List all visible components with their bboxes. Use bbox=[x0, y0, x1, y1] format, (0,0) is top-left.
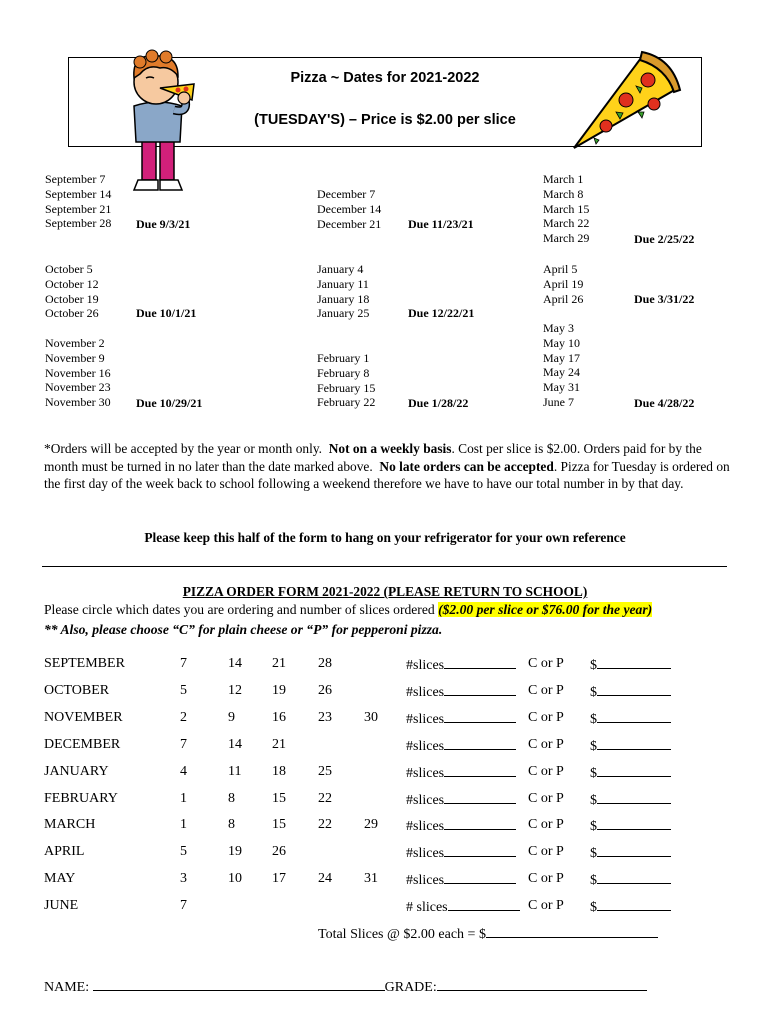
due-date-jan: Due 12/22/21 bbox=[408, 306, 475, 320]
date-option[interactable]: 1 bbox=[180, 817, 187, 833]
order-row bbox=[0, 656, 770, 676]
price-subtitle: (TUESDAY'S) – Price is $2.00 per slice bbox=[254, 112, 516, 128]
month-label: JUNE bbox=[44, 898, 79, 914]
cheese-or-pepperoni-choice[interactable]: C or P bbox=[528, 790, 564, 806]
due-date-apr: Due 3/31/22 bbox=[634, 292, 695, 306]
date-option[interactable]: 8 bbox=[228, 817, 235, 833]
order-form-title: PIZZA ORDER FORM 2021-2022 (PLEASE RETURN TO SCHOOL) bbox=[182, 584, 588, 599]
slices-label: # slices bbox=[406, 900, 448, 916]
amount-input[interactable] bbox=[597, 871, 671, 884]
slices-input[interactable] bbox=[444, 683, 516, 696]
month-label: SEPTEMBER bbox=[44, 656, 125, 671]
slices-label: #slices bbox=[406, 711, 445, 727]
due-date-may: Due 4/28/22 bbox=[634, 396, 695, 410]
date-option[interactable]: 14 bbox=[228, 736, 242, 752]
slices-input[interactable] bbox=[444, 791, 516, 804]
order-row bbox=[0, 764, 770, 784]
due-date-nov: Due 10/29/21 bbox=[136, 396, 203, 410]
amount-input[interactable] bbox=[597, 656, 671, 669]
schedule-nov: November 2 November 9 November 16 November 23 November 30 bbox=[45, 336, 111, 410]
schedule-feb: February 1 February 8 February 15 February 22 bbox=[317, 351, 376, 410]
slices-label: #slices bbox=[406, 819, 445, 835]
slices-field bbox=[406, 737, 516, 755]
dollar-sign: $ bbox=[590, 738, 597, 754]
slices-field bbox=[406, 791, 516, 809]
slices-field bbox=[406, 871, 516, 889]
schedule-mar: March 1 March 8 March 15 March 22 March 29 bbox=[543, 172, 590, 246]
slices-label: #slices bbox=[406, 658, 445, 673]
date-option[interactable]: 7 bbox=[180, 736, 187, 752]
cheese-or-pepperoni-choice[interactable]: C or P bbox=[528, 871, 564, 887]
cheese-or-pepperoni-choice[interactable]: C or P bbox=[528, 763, 564, 779]
amount-input[interactable] bbox=[597, 683, 671, 696]
schedule-sep: September 7 September 14 September 21 September 28 bbox=[45, 172, 112, 231]
date-option[interactable]: 19 bbox=[272, 682, 286, 698]
order-row bbox=[0, 737, 770, 757]
slices-input[interactable] bbox=[444, 844, 516, 857]
amount-input[interactable] bbox=[597, 710, 671, 723]
date-option[interactable]: 25 bbox=[318, 763, 332, 779]
schedule-may-jun: May 3 May 10 May 17 May 24 May 31 June 7 bbox=[543, 321, 580, 409]
schedule-apr: April 5 April 19 April 26 bbox=[543, 262, 584, 306]
amount-field bbox=[590, 656, 671, 674]
schedule-jan: January 4 January 11 January 18 January 25 bbox=[317, 262, 370, 321]
date-option[interactable]: 26 bbox=[318, 682, 332, 698]
date-option[interactable]: 15 bbox=[272, 817, 286, 833]
date-option[interactable]: 7 bbox=[180, 656, 187, 671]
due-date-oct: Due 10/1/21 bbox=[136, 306, 197, 320]
amount-field bbox=[590, 817, 671, 835]
slices-field bbox=[406, 844, 516, 862]
month-label: MAY bbox=[44, 871, 76, 887]
order-row bbox=[0, 683, 770, 703]
slices-input[interactable] bbox=[444, 710, 516, 723]
page-title: Pizza ~ Dates for 2021-2022 bbox=[290, 70, 480, 86]
date-option[interactable]: 8 bbox=[228, 790, 235, 806]
slices-input[interactable] bbox=[444, 737, 516, 750]
month-label: DECEMBER bbox=[44, 736, 121, 752]
month-label: APRIL bbox=[44, 844, 85, 860]
price-highlight: ($2.00 per slice or $76.00 for the year) bbox=[438, 602, 653, 617]
amount-input[interactable] bbox=[597, 844, 671, 857]
schedule-oct: October 5 October 12 October 19 October 26 bbox=[45, 262, 99, 321]
date-option[interactable]: 1 bbox=[180, 790, 187, 806]
due-date-feb: Due 1/28/22 bbox=[408, 396, 469, 410]
amount-field bbox=[590, 844, 671, 862]
slices-label: #slices bbox=[406, 846, 445, 862]
slices-label: #slices bbox=[406, 873, 445, 889]
amount-input[interactable] bbox=[597, 764, 671, 777]
slices-field bbox=[406, 683, 516, 701]
cheese-or-pepperoni-choice[interactable]: C or P bbox=[528, 682, 564, 698]
date-option[interactable]: 31 bbox=[364, 871, 378, 887]
date-option[interactable]: 9 bbox=[228, 709, 235, 725]
amount-field bbox=[590, 764, 671, 782]
name-grade-line: NAME: GRADE: bbox=[44, 978, 647, 996]
pizza-slice-illustration bbox=[566, 46, 686, 158]
slices-field bbox=[406, 656, 516, 674]
cheese-or-pepperoni-choice[interactable]: C or P bbox=[528, 898, 564, 914]
order-row bbox=[0, 898, 770, 918]
dollar-sign: $ bbox=[590, 765, 597, 781]
dollar-sign: $ bbox=[590, 658, 597, 673]
month-label: OCTOBER bbox=[44, 682, 110, 698]
month-label: NOVEMBER bbox=[44, 709, 123, 725]
date-option[interactable]: 28 bbox=[318, 656, 332, 671]
dollar-sign: $ bbox=[590, 684, 597, 700]
slices-label: #slices bbox=[406, 738, 445, 754]
grade-input[interactable] bbox=[437, 978, 647, 991]
amount-input[interactable] bbox=[597, 737, 671, 750]
date-option[interactable]: 23 bbox=[318, 709, 332, 725]
cheese-or-pepperoni-choice[interactable]: C or P bbox=[528, 736, 564, 752]
dollar-sign: $ bbox=[590, 792, 597, 808]
amount-input[interactable] bbox=[597, 898, 671, 911]
name-input[interactable] bbox=[93, 978, 385, 991]
order-row bbox=[0, 710, 770, 730]
total-input[interactable] bbox=[486, 925, 658, 938]
date-option[interactable]: 7 bbox=[180, 898, 187, 914]
date-option[interactable]: 12 bbox=[228, 682, 242, 698]
date-option[interactable]: 22 bbox=[318, 790, 332, 806]
slices-field bbox=[406, 710, 516, 728]
date-option[interactable]: 14 bbox=[228, 656, 242, 671]
date-option[interactable]: 11 bbox=[228, 763, 242, 779]
pizza-choice-instructions: ** Also, please choose “C” for plain cheese or “P” for pepperoni pizza. bbox=[44, 622, 443, 637]
amount-field bbox=[590, 791, 671, 809]
slices-field bbox=[406, 817, 516, 835]
date-option[interactable]: 30 bbox=[364, 709, 378, 725]
date-option[interactable]: 29 bbox=[364, 817, 378, 833]
date-option[interactable]: 19 bbox=[228, 844, 242, 860]
slices-input[interactable] bbox=[444, 764, 516, 777]
amount-field bbox=[590, 710, 671, 728]
slices-input[interactable] bbox=[444, 871, 516, 884]
amount-field bbox=[590, 871, 671, 889]
date-option[interactable]: 16 bbox=[272, 709, 286, 725]
cheese-or-pepperoni-choice[interactable]: C or P bbox=[528, 817, 564, 833]
date-option[interactable]: 10 bbox=[228, 871, 242, 887]
dollar-sign: $ bbox=[590, 846, 597, 862]
slices-field bbox=[406, 764, 516, 782]
date-option[interactable]: 21 bbox=[272, 736, 286, 752]
due-date-dec: Due 11/23/21 bbox=[408, 217, 474, 231]
date-option[interactable]: 17 bbox=[272, 871, 286, 887]
slices-input[interactable] bbox=[444, 817, 516, 830]
order-instructions: Please circle which dates you are ordering and number of slices ordered ($2.00 per slice or $76.00 for the year) bbox=[44, 602, 653, 617]
dollar-sign: $ bbox=[590, 900, 597, 916]
cheese-or-pepperoni-choice[interactable]: C or P bbox=[528, 844, 564, 860]
order-row bbox=[0, 871, 770, 891]
date-option[interactable]: 4 bbox=[180, 763, 187, 779]
date-option[interactable]: 3 bbox=[180, 871, 187, 887]
dollar-sign: $ bbox=[590, 873, 597, 889]
date-option[interactable]: 24 bbox=[318, 871, 332, 887]
month-label: MARCH bbox=[44, 817, 96, 833]
amount-field bbox=[590, 683, 671, 701]
cut-line-divider bbox=[42, 566, 727, 567]
slices-label: #slices bbox=[406, 792, 445, 808]
date-option[interactable]: 5 bbox=[180, 682, 187, 698]
date-option[interactable]: 26 bbox=[272, 844, 286, 860]
date-option[interactable]: 15 bbox=[272, 790, 286, 806]
month-label: JANUARY bbox=[44, 763, 109, 779]
total-slices: Total Slices @ $2.00 each = $ bbox=[318, 925, 658, 943]
keep-reference-note: Please keep this half of the form to hang on your refrigerator for your own reference bbox=[144, 530, 626, 545]
date-option[interactable]: 5 bbox=[180, 844, 187, 860]
boy-eating-pizza-illustration bbox=[112, 44, 204, 194]
slices-label: #slices bbox=[406, 765, 445, 781]
order-row bbox=[0, 817, 770, 837]
date-option[interactable]: 21 bbox=[272, 656, 286, 671]
amount-input[interactable] bbox=[597, 817, 671, 830]
month-label: FEBRUARY bbox=[44, 790, 118, 806]
date-option[interactable]: 22 bbox=[318, 817, 332, 833]
slices-input[interactable] bbox=[448, 898, 520, 911]
dollar-sign: $ bbox=[590, 819, 597, 835]
amount-field bbox=[590, 737, 671, 755]
cheese-or-pepperoni-choice[interactable]: C or P bbox=[528, 656, 564, 671]
order-row bbox=[0, 791, 770, 811]
schedule-dec: December 7 December 14 December 21 bbox=[317, 187, 382, 231]
date-option[interactable]: 2 bbox=[180, 709, 187, 725]
amount-field bbox=[590, 898, 671, 916]
slices-label: #slices bbox=[406, 684, 445, 700]
due-date-mar: Due 2/25/22 bbox=[634, 232, 695, 246]
dollar-sign: $ bbox=[590, 711, 597, 727]
slices-input[interactable] bbox=[444, 656, 516, 669]
amount-input[interactable] bbox=[597, 791, 671, 804]
slices-field bbox=[406, 898, 520, 916]
date-option[interactable]: 18 bbox=[272, 763, 286, 779]
order-row bbox=[0, 844, 770, 864]
due-date-sep: Due 9/3/21 bbox=[136, 217, 191, 231]
order-notes: *Orders will be accepted by the year or month only. Not on a weekly basis. Cost per slice is $2.00. Orders paid for by the month must be turned in no later than the date marked above. No late orders can be accepted. Pizza for Tuesday is ordered on the first day of the week back to school following a weekend therefore we have to have our total number in by that day. bbox=[44, 441, 730, 492]
cheese-or-pepperoni-choice[interactable]: C or P bbox=[528, 709, 564, 725]
